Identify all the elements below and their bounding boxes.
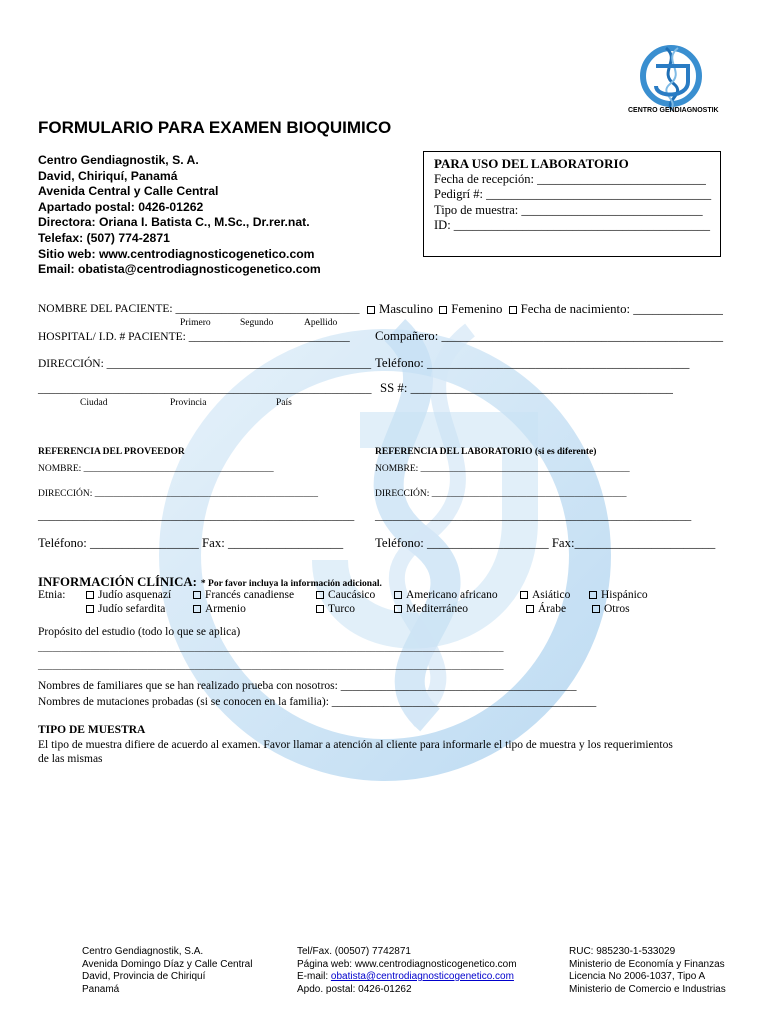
footer-address <box>82 946 252 996</box>
page-title: FORMULARIO PARA EXAMEN BIOQUIMICO <box>38 118 392 137</box>
companion-field[interactable]: Compañero: ____________________________________________ <box>375 329 723 343</box>
provider-address-line2[interactable]: _______________________________________________________ <box>38 510 355 522</box>
eth-checkbox[interactable] <box>394 605 402 613</box>
footer-line: Avenida Domingo Díaz y Calle Central <box>82 958 253 970</box>
lab-ref-address-line2[interactable]: _______________________________________________________ <box>375 510 692 522</box>
footer-line: Panamá <box>82 983 120 995</box>
footer-legal <box>569 946 726 996</box>
lab-ref-heading: REFERENCIA DEL LABORATORIO (si es diferente) <box>375 447 597 457</box>
logo-text: CENTRO GENDIAGNOSTIK <box>628 107 719 114</box>
study-purpose-line1[interactable]: __________________________________________________________________________________________________ <box>38 644 504 654</box>
mutations-field[interactable]: Nombres de mutaciones probadas (si se conocen en la familia): ______________________________________________ <box>38 696 597 708</box>
hospital-id-field[interactable]: HOSPITAL/ I.D. # PACIENTE: ____________________________ <box>38 331 350 343</box>
patient-address-field[interactable]: DIRECCIÓN: ______________________________________________ <box>38 358 372 370</box>
eth-option <box>316 603 355 615</box>
clinical-heading: INFORMACIÓN CLÍNICA: <box>38 575 197 589</box>
eth-label: Mediterráneo <box>406 603 468 615</box>
address-sub-country: País <box>276 398 292 408</box>
company-line: Email: obatista@centrodiagnosticogenetico.com <box>38 262 321 277</box>
name-sub-last: Apellido <box>304 318 338 328</box>
eth-label: Francés canadiense <box>205 589 295 601</box>
ss-field[interactable]: SS #: _________________________________________ <box>380 381 673 395</box>
ethnicity-label: Etnia: <box>38 589 66 601</box>
lab-ref-name-field[interactable]: NOMBRE: ____________________________________________ <box>375 464 630 474</box>
footer-line: David, Provincia de Chiriquí <box>82 971 206 982</box>
name-sub-second: Segundo <box>240 318 274 328</box>
footer-line: Ministerio de Comercio e Industrias <box>569 983 726 995</box>
company-line: David, Chiriquí, Panamá <box>38 168 178 183</box>
study-purpose-line2[interactable]: __________________________________________________________________________________________________ <box>38 662 504 672</box>
male-checkbox[interactable] <box>367 306 375 314</box>
eth-checkbox[interactable] <box>526 605 534 613</box>
eth-label: Armenio <box>205 603 246 615</box>
footer-line: Página web: www.centrodiagnosticogenetico.com <box>297 958 517 970</box>
eth-option <box>86 603 165 615</box>
patient-name-field[interactable]: NOMBRE DEL PACIENTE: ________________________________ <box>38 303 360 315</box>
study-purpose-label: Propósito del estudio (todo lo que se aplica) <box>38 626 241 638</box>
provider-name-field[interactable]: NOMBRE: ________________________________________ <box>38 464 274 474</box>
name-sub-first: Primero <box>180 318 211 328</box>
lab-ref-address-field[interactable]: DIRECCIÓN: _________________________________________ <box>375 489 627 499</box>
female-checkbox[interactable] <box>439 306 447 314</box>
eth-option <box>193 603 246 615</box>
company-line: Apartado postal: 0426-01262 <box>38 199 204 214</box>
footer-line: Licencia No 2006-1037, Tipo A <box>569 971 706 982</box>
sample-type-heading: TIPO DE MUESTRA <box>38 724 146 736</box>
eth-label: Caucásico <box>328 589 376 601</box>
footer-email-link[interactable]: obatista@centrodiagnosticogenetico.com <box>330 971 514 982</box>
provider-phone-fax-field[interactable]: Teléfono: _________________ Fax: __________________ <box>38 536 344 550</box>
company-line: Avenida Central y Calle Central <box>38 184 219 199</box>
footer-email-line <box>297 971 517 984</box>
eth-label: Judío asquenazí <box>98 589 172 601</box>
company-line: Directora: Oriana I. Batista C., M.Sc., Dr.rer.nat. <box>38 215 310 230</box>
eth-checkbox[interactable] <box>316 591 324 599</box>
dob-checkbox[interactable] <box>509 306 517 314</box>
footer-contact <box>297 946 517 996</box>
eth-option <box>526 603 566 615</box>
eth-option <box>193 589 294 601</box>
eth-option <box>316 589 375 601</box>
address-sub-province: Provincia <box>170 398 207 408</box>
provider-heading: REFERENCIA DEL PROVEEDOR <box>38 447 185 457</box>
lab-use-heading: PARA USO DEL LABORATORIO <box>434 156 629 171</box>
eth-label: Otros <box>604 603 630 615</box>
eth-label: Árabe <box>538 603 567 615</box>
reception-date-field[interactable]: Fecha de recepción: ___________________________ <box>434 171 706 186</box>
patient-address-line2[interactable]: __________________________________________________________ <box>38 383 372 395</box>
company-info <box>38 153 321 278</box>
eth-checkbox[interactable] <box>193 605 201 613</box>
eth-checkbox[interactable] <box>316 605 324 613</box>
lab-ref-phone-fax-field[interactable]: Teléfono: ___________________ Fax:______________________ <box>375 536 716 550</box>
eth-label: Americano africano <box>406 589 498 601</box>
eth-option <box>592 603 630 615</box>
eth-option <box>520 589 570 601</box>
patient-phone-field[interactable]: Teléfono: _________________________________________ <box>375 356 690 370</box>
eth-checkbox[interactable] <box>589 591 597 599</box>
footer-email-label: E-mail: <box>297 971 331 982</box>
company-line: Centro Gendiagnostik, S. A. <box>38 153 199 167</box>
eth-label: Asiático <box>532 589 571 601</box>
female-label: Femenino <box>451 302 503 316</box>
company-line: Sitio web: www.centrodiagnosticogenetico.com <box>38 246 315 261</box>
logo-icon <box>626 38 716 118</box>
eth-label: Hispánico <box>601 589 648 601</box>
sample-type-text: El tipo de muestra difiere de acuerdo al examen. Favor llamar a atención al cliente para informarle el tipo de muestra y los requerimientos <box>38 739 673 751</box>
eth-option <box>394 603 468 615</box>
eth-checkbox[interactable] <box>394 591 402 599</box>
eth-label: Turco <box>328 603 356 615</box>
footer-line: Centro Gendiagnostik, S.A. <box>82 946 204 957</box>
pedigree-field[interactable]: Pedigrí #: ____________________________________ <box>434 187 712 201</box>
eth-checkbox[interactable] <box>86 591 94 599</box>
id-field[interactable]: ID: _________________________________________ <box>434 218 711 232</box>
eth-checkbox[interactable] <box>193 591 201 599</box>
eth-checkbox[interactable] <box>86 605 94 613</box>
eth-option <box>86 589 171 601</box>
clinical-note: * Por favor incluya la información adicional. <box>200 579 382 589</box>
footer-line: Apdo. postal: 0426-01262 <box>297 983 412 995</box>
footer-line: Tel/Fax. (00507) 7742871 <box>297 946 411 957</box>
eth-option <box>394 589 498 601</box>
eth-checkbox[interactable] <box>592 605 600 613</box>
sex-options <box>367 302 723 317</box>
footer-line: RUC: 985230-1-533029 <box>569 946 676 957</box>
company-line: Telefax: (507) 774-2871 <box>38 230 170 245</box>
provider-address-field[interactable]: DIRECCIÓN: _______________________________________________ <box>38 489 318 499</box>
dob-field[interactable]: Fecha de nacimiento: ______________ <box>520 302 723 316</box>
family-tested-field[interactable]: Nombres de familiares que se han realizado prueba con nosotros: _________________________________________ <box>38 680 577 692</box>
eth-checkbox[interactable] <box>520 591 528 599</box>
sample-type-text-cont: de las mismas <box>38 753 103 765</box>
male-label: Masculino <box>379 302 434 316</box>
eth-label: Judío sefardita <box>98 603 166 615</box>
lab-use-box <box>423 151 721 257</box>
sample-type-field[interactable]: Tipo de muestra: _____________________________ <box>434 202 703 217</box>
address-sub-city: Ciudad <box>80 398 108 408</box>
footer-line: Ministerio de Economía y Finanzas <box>569 958 725 970</box>
eth-option <box>589 589 648 601</box>
